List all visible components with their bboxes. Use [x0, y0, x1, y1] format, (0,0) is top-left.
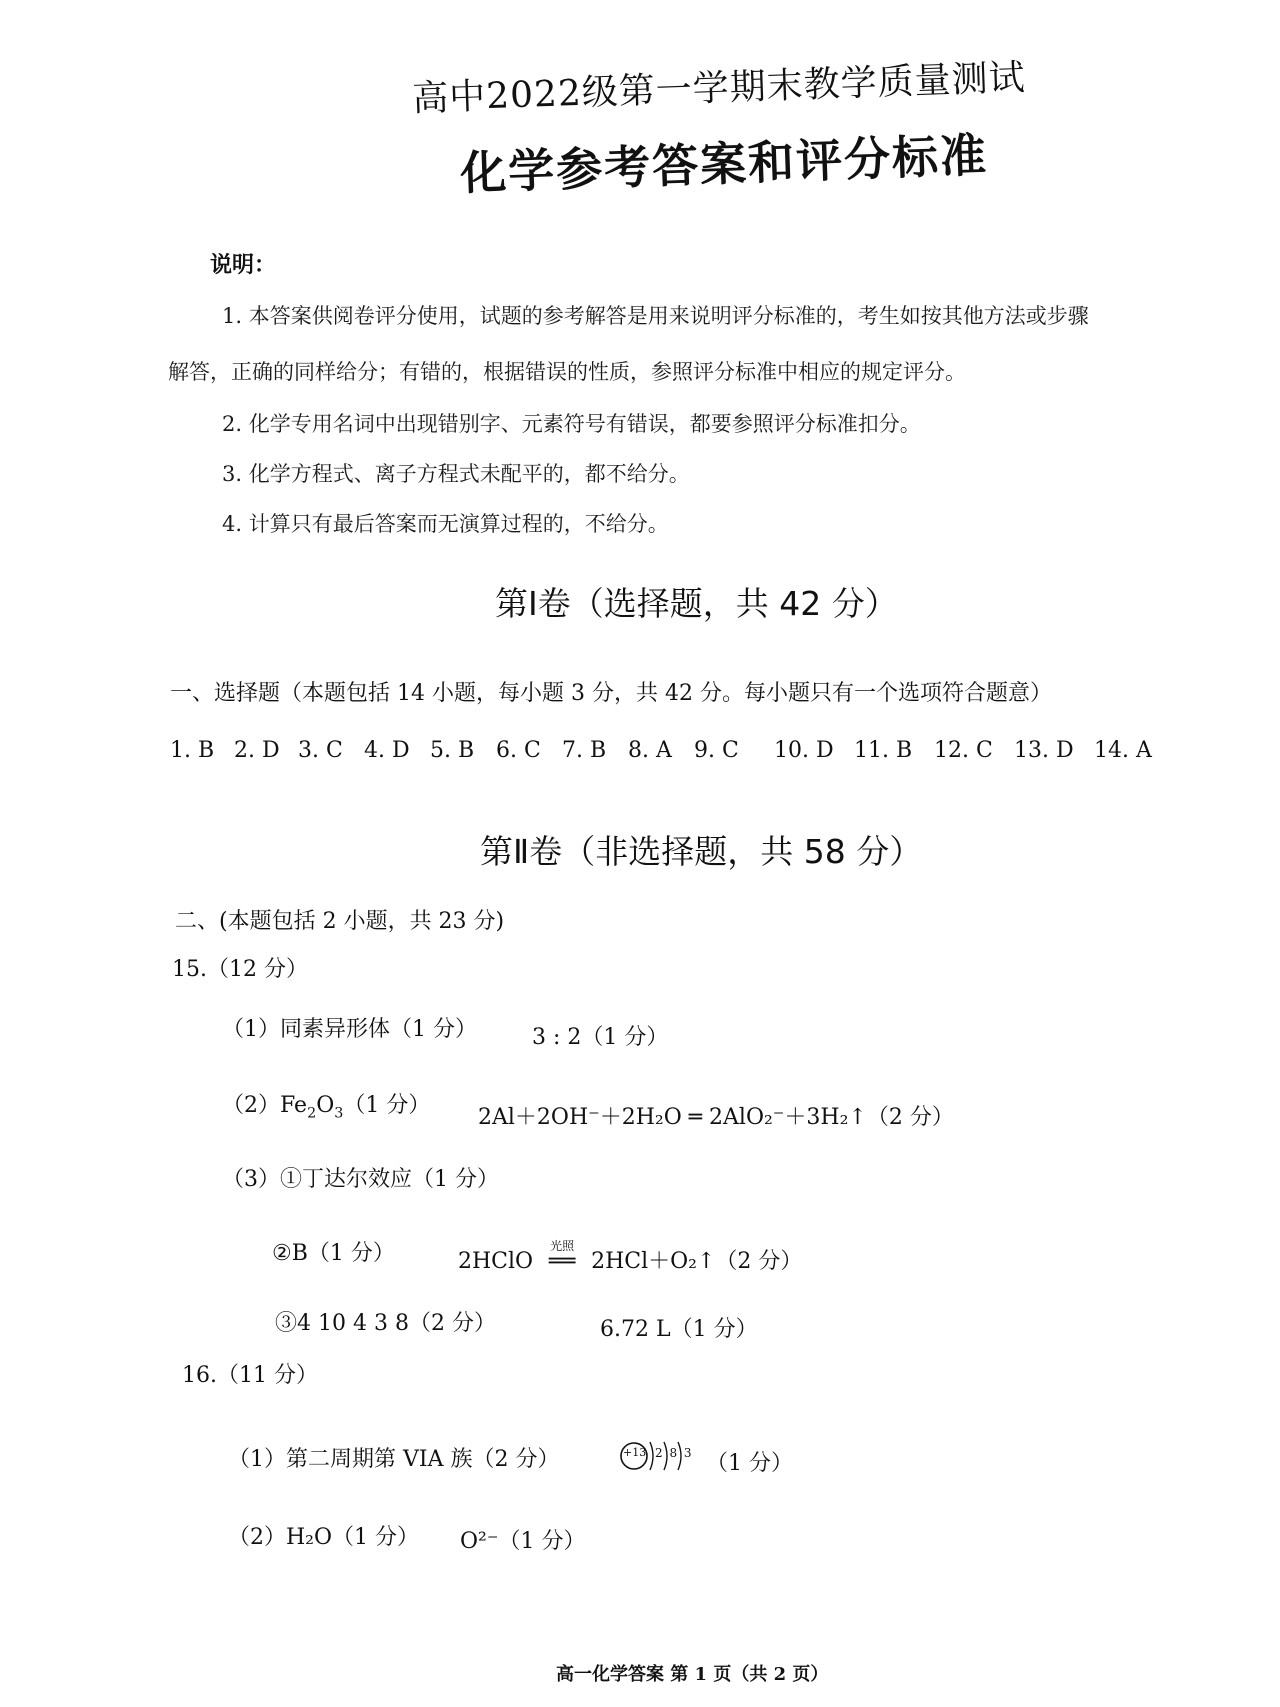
note-item: 4. 计算只有最后答案而无演算过程的，不给分。 [222, 512, 669, 536]
mc-answer: 1. B [170, 738, 215, 763]
q15-1-answer-b: 3 : 2（1 分） [532, 1025, 669, 1050]
q15-3-answer-a: （3）①丁达尔效应（1 分） [222, 1167, 499, 1192]
mc-answer: 2. D [234, 738, 280, 763]
page-footer: 高一化学答案 第 1 页（共 2 页） [556, 1664, 829, 1685]
reaction-condition: 光照 [550, 1239, 575, 1253]
mc-answer: 12. C [934, 738, 993, 763]
q16-1-answer-a: （1）第二周期第 VIA 族（2 分） [228, 1447, 560, 1472]
part2-title: 第Ⅱ卷（非选择题，共 58 分） [480, 832, 923, 871]
q15-2-suffix: （1 分） [343, 1093, 431, 1118]
exam-title: 高中2022级第一学期末教学质量测试 [411, 57, 1027, 120]
q16-label: 16.（11 分） [182, 1363, 318, 1388]
q16-1-answer-b: （1 分） [706, 1451, 793, 1476]
part1-title: 第Ⅰ卷（选择题，共 42 分） [495, 584, 898, 623]
q15-3-answer-b: ②B（1 分） [272, 1241, 395, 1266]
q15-3-equation [458, 1239, 803, 1275]
mc-answer: 14. A [1094, 738, 1152, 763]
q15-2-answer-a: $(2)Fe_2O_3(1$ 分） [222, 1093, 431, 1122]
nucleus-charge: +13 [623, 1446, 647, 1459]
q15-3-answer-d: 6.72 L（1 分） [600, 1317, 758, 1342]
mc-answer: 11. B [854, 738, 913, 763]
equation-left: 2HClO [458, 1249, 534, 1274]
note-item: 2. 化学专用名词中出现错别字、元素符号有错误，都要参照评分标准扣分。 [222, 412, 921, 436]
q16-2-answer-a: （2）H₂O（1 分） [228, 1525, 420, 1550]
mc-answer: 9. C [694, 738, 739, 763]
atomic-structure-diagram [618, 1436, 692, 1476]
q15-label: 15.（12 分） [172, 957, 308, 982]
part1-section-heading: 一、选择题（本题包括 14 小题，每小题 3 分，共 42 分。每小题只有一个选项符合题意） [170, 681, 1052, 706]
q15-2-equation: 2Al＋2OH⁻＋2H₂O ═ 2AlO₂⁻＋3H₂↑（2 分） [478, 1105, 954, 1130]
notes-heading: 说明： [210, 252, 277, 278]
q16-2-answer-b: O²⁻（1 分） [460, 1529, 586, 1554]
mc-answer: 6. C [496, 738, 541, 763]
mc-answer: 13. D [1014, 738, 1074, 763]
mc-answer: 4. D [364, 738, 410, 763]
mc-answer: 5. B [430, 738, 475, 763]
note-item: 1. 本答案供阅卷评分使用，试题的参考解答是用来说明评分标准的，考生如按其他方法或步骤 [222, 304, 1089, 328]
note-item: 解答，正确的同样给分；有错的，根据错误的性质，参照评分标准中相应的规定评分。 [168, 360, 966, 384]
q15-1-answer-a: （1）同素异形体（1 分） [222, 1017, 477, 1042]
mc-answer: 8. A [628, 738, 672, 763]
q15-2-prefix: （2）Fe [222, 1093, 308, 1118]
equation-right: 2HCl＋O₂↑（2 分） [591, 1249, 803, 1274]
mc-answer: 10. D [774, 738, 834, 763]
mc-answer: 3. C [298, 738, 343, 763]
reaction-arrow: 光照 ══ [533, 1249, 591, 1274]
part2-section-heading: 二、(本题包括 2 小题，共 23 分) [175, 909, 505, 934]
note-item: 3. 化学方程式、离子方程式未配平的，都不给分。 [222, 462, 690, 486]
mc-answer: 7. B [562, 738, 607, 763]
answer-key-title: 化学参考答案和评分标准 [459, 127, 989, 201]
mc-answers [170, 738, 1154, 763]
q15-3-answer-c: ③4 10 4 3 8（2 分） [275, 1311, 496, 1336]
electron-shells: 2 8 3 [655, 1446, 692, 1460]
